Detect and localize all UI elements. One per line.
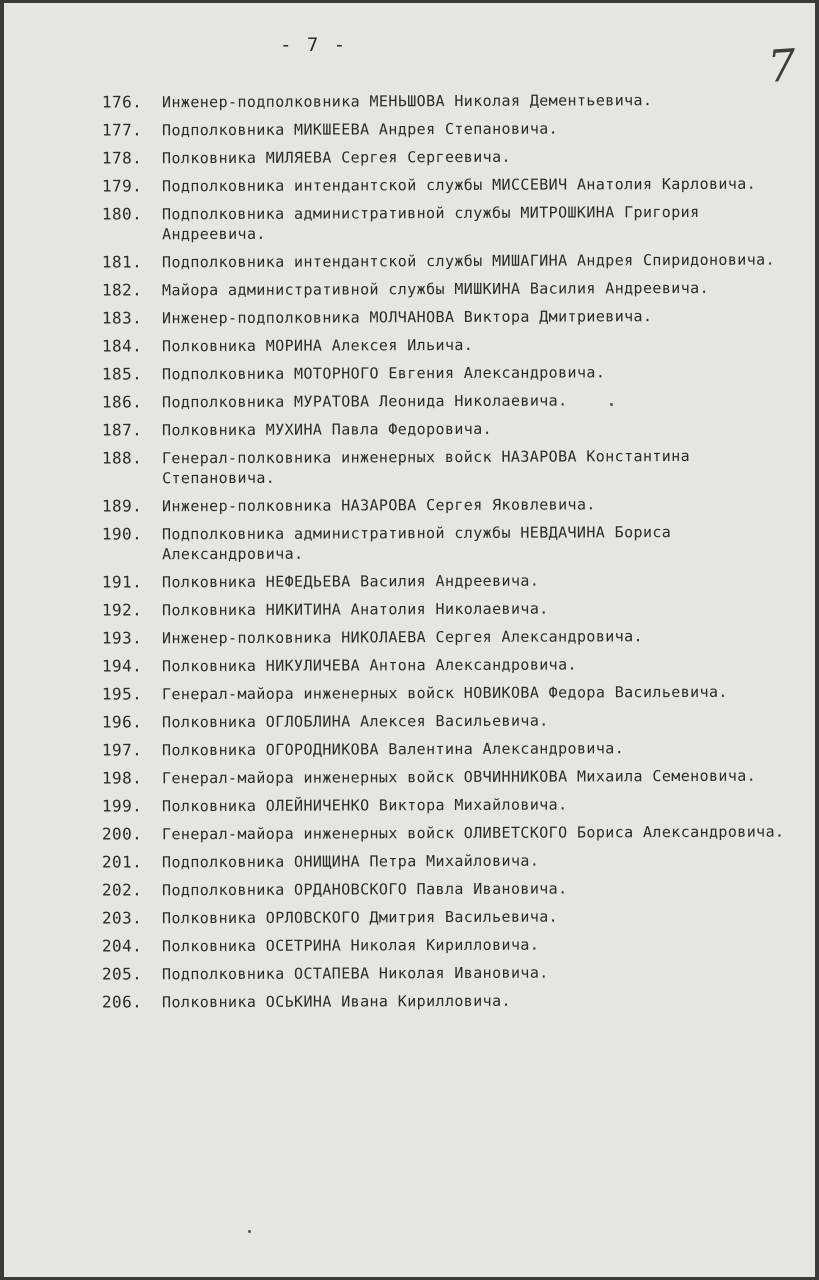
list-item — [102, 737, 802, 760]
entry-text: Полковника ОСЕТРИНА Николая Кирилловича. — [161, 935, 540, 956]
entry-number: 180. — [101, 204, 143, 224]
list-item — [102, 445, 802, 488]
entry-number: 202. — [101, 880, 143, 900]
list-item — [102, 201, 802, 244]
entry-text: Подполковника административной службы МИТРОШКИНА Григория Андреевича. — [161, 202, 700, 244]
entry-text: Полковника НИКИТИНА Анатолия Николаевича. — [161, 599, 549, 620]
entry-number: 178. — [101, 148, 143, 168]
list-item — [102, 765, 802, 788]
entry-number: 187. — [101, 420, 143, 440]
entry-number: 192. — [101, 600, 143, 620]
list-item — [102, 89, 802, 112]
entry-text: Полковника ОЛЕЙНИЧЕНКО Виктора Михайловича. — [161, 795, 568, 816]
list-item — [102, 793, 802, 816]
entry-text: Подполковника МУРАТОВА Леонида Николаевича. — [161, 391, 568, 412]
list-item — [102, 493, 802, 516]
entry-text: Полковника НЕФЕДЬЕВА Василия Андреевича. — [161, 571, 540, 592]
archive-page-mark: 7 — [766, 40, 798, 93]
entry-text: Полковника ОГЛОБЛИНА Алексея Васильевича. — [161, 711, 549, 732]
list-item — [102, 653, 802, 676]
entry-number: 183. — [101, 308, 143, 328]
list-item — [102, 521, 802, 564]
page-number: - 7 - — [280, 34, 348, 56]
list-item — [102, 569, 802, 592]
award-list — [102, 91, 802, 1019]
list-item — [102, 625, 802, 648]
entry-number: 179. — [101, 176, 143, 196]
entry-number: 206. — [101, 992, 143, 1012]
list-item — [102, 333, 802, 356]
entry-number: 185. — [101, 364, 143, 384]
entry-text: Инженер-подполковника МОЛЧАНОВА Виктора Дмитриевича. — [161, 307, 653, 328]
list-item — [102, 961, 802, 984]
entry-text: Генерал-майора инженерных войск ОЛИВЕТСКОГО Бориса Александровича. — [161, 822, 785, 844]
list-item — [102, 905, 802, 928]
stray-mark — [248, 1230, 251, 1233]
list-item — [102, 989, 802, 1012]
entry-number: 197. — [101, 740, 143, 760]
list-item — [102, 849, 802, 872]
list-item — [102, 821, 802, 844]
list-item — [102, 173, 802, 196]
entry-number: 201. — [101, 852, 143, 872]
entry-text: Подполковника интендантской службы МИШАГИНА Андрея Спиридоновича. — [161, 250, 776, 272]
entry-number: 196. — [101, 712, 143, 732]
list-item — [102, 249, 802, 272]
list-item — [102, 361, 802, 384]
entry-number: 182. — [101, 280, 143, 300]
entry-text: Майора административной службы МИШКИНА Василия Андреевича. — [161, 278, 710, 300]
entry-number: 194. — [101, 656, 143, 676]
entry-text: Генерал-майора инженерных войск ОВЧИННИКОВА Михаила Семеновича. — [161, 766, 757, 788]
entry-number: 188. — [101, 448, 143, 468]
entry-text: Инженер-полковника НИКОЛАЕВА Сергея Александровича. — [161, 627, 644, 648]
list-item — [102, 305, 802, 328]
document-page — [4, 3, 815, 1277]
entry-number: 203. — [101, 908, 143, 928]
entry-text: Полковника ОГОРОДНИКОВА Валентина Александровича. — [161, 739, 625, 760]
entry-text: Полковника ОСЬКИНА Ивана Кирилловича. — [161, 991, 511, 1012]
entry-text: Подполковника административной службы НЕВДАЧИНА Бориса Александровича. — [161, 523, 672, 564]
entry-text: Подполковника ОСТАПЕВА Николая Ивановича. — [161, 963, 549, 984]
entry-text: Инженер-подполковника МЕНЬШОВА Николая Дементьевича. — [161, 91, 653, 112]
list-item — [102, 933, 802, 956]
list-item — [102, 277, 802, 300]
entry-number: 200. — [101, 824, 143, 844]
entry-text: Подполковника МИКШЕЕВА Андрея Степановича. — [161, 119, 559, 140]
entry-text: Подполковника МОТОРНОГО Евгения Александровича. — [161, 363, 606, 384]
entry-text: Инженер-полковника НАЗАРОВА Сергея Яковлевича. — [161, 495, 596, 516]
entry-number: 191. — [101, 572, 143, 592]
entry-text: Генерал-майора инженерных войск НОВИКОВА Федора Васильевича. — [161, 682, 728, 704]
entry-number: 199. — [101, 796, 143, 816]
list-item — [102, 597, 802, 620]
entry-number: 195. — [101, 684, 143, 704]
entry-text: Полковника МУХИНА Павла Федоровича. — [161, 419, 493, 440]
entry-text: Подполковника ОНИЩИНА Петра Михайловича. — [161, 851, 540, 872]
entry-number: 177. — [101, 120, 143, 140]
list-item — [102, 877, 802, 900]
entry-number: 184. — [101, 336, 143, 356]
stray-mark — [610, 403, 613, 406]
entry-text: Подполковника ОРДАНОВСКОГО Павла Ивановича. — [161, 879, 568, 900]
entry-number: 181. — [101, 252, 143, 272]
entry-text: Полковника МОРИНА Алексея Ильича. — [161, 335, 474, 356]
entry-number: 205. — [101, 964, 143, 984]
entry-text: Полковника МИЛЯЕВА Сергея Сергеевича. — [161, 147, 511, 168]
list-item — [102, 709, 802, 732]
entry-number: 190. — [101, 524, 143, 544]
list-item — [102, 145, 802, 168]
list-item — [102, 117, 802, 140]
entry-text: Полковника ОРЛОВСКОГО Дмитрия Васильевича. — [161, 907, 559, 928]
list-item — [102, 389, 802, 412]
entry-number: 193. — [101, 628, 143, 648]
entry-number: 186. — [101, 392, 143, 412]
entry-number: 198. — [101, 768, 143, 788]
list-item — [102, 417, 802, 440]
entry-text: Подполковника интендантской службы МИССЕВИЧ Анатолия Карловича. — [161, 174, 757, 196]
entry-text: Генерал-полковника инженерных войск НАЗАРОВА Константина Степановича. — [161, 446, 691, 488]
entry-text: Полковника НИКУЛИЧЕВА Антона Александровича. — [161, 655, 578, 676]
entry-number: 204. — [101, 936, 143, 956]
entry-number: 176. — [101, 92, 143, 112]
entry-number: 189. — [101, 496, 143, 516]
list-item — [102, 681, 802, 704]
